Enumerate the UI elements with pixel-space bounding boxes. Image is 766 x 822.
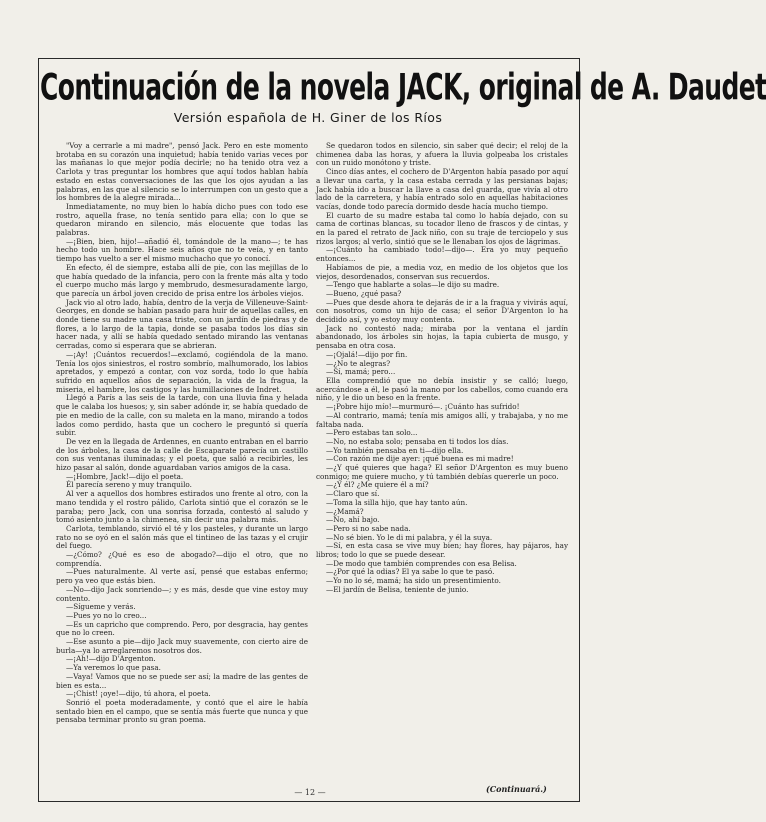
left-column-paragraph: —Ese asunto a pie—dijo Jack muy suavemente, con cierto aire de burla—ya lo arreglaremos nosotros dos. (56, 637, 308, 655)
right-column-paragraph: Cinco días antes, el cochero de D'Argenton había pasado por aquí a llevar una carta, y la casa estaba cerrada y las persianas bajas; Jack había ido a buscar la llave a casa del guarda, que vivía al otro lado de la carretera, y había entrado solo en aquellas habitaciones vacías, donde todo parecía dormido desde hacía mucho tiempo. (316, 167, 568, 211)
left-column-paragraph: —Vaya! Vamos que no se puede ser así; la madre de las gentes de bien es esta... (56, 671, 308, 690)
left-column-paragraph: —¡Ay! ¡Cuántos recuerdos!—exclamó, cogiéndola de la mano. Tenía los ojos siniestros, el rostro sombrío, malhumorado, los labios apretados, y empezó a contar, con voz sorda, todo lo que había sufrido en aquellos años de separación, la vida de la fragua, la miseria, el hambre, los castigos y las humillaciones de Indret. (56, 349, 308, 394)
left-column-paragraph: —¡Ah!—dijo D'Argenton. (66, 654, 156, 664)
right-column-paragraph: —¿Y él? ¿Me quiere él a mí? (326, 480, 429, 490)
right-column-paragraph: —Yo no lo sé, mamá; ha sido un presentimiento. (326, 576, 501, 586)
right-column-paragraph: —¡Cuánto ha cambiado todo!—dijo—. Era yo muy pequeño entonces... (316, 245, 568, 264)
right-column-paragraph: —Al contrario, mamá; tenía mis amigos allí, y trabajaba, y no me faltaba nada. (316, 410, 568, 429)
right-column-paragraph: —No sé bien. Yo le di mi palabra, y él la suya. (326, 532, 493, 542)
right-column-paragraph: Ella comprendió que no debía insistir y se calló; luego, acercándose a él, le pasó la mano por los cabellos, como cuando era niño, y le dio un beso en la frente. (316, 375, 568, 403)
right-column-paragraph: Se quedaron todos en silencio, sin saber qué decir; el reloj de la chimenea daba las horas, y afuera la lluvia golpeaba los cristales con un ruido monótono y triste. (316, 141, 568, 168)
right-column-paragraph: —¡Pobre hijo mío!—murmuró—. ¡Cuánto has sufrido! (326, 402, 520, 412)
right-column-paragraph: Habíamos de pie, a media voz, en medio de los objetos que los viejos, desordenados, conservan sus recuerdos. (316, 262, 568, 281)
right-column-paragraph: —Claro que sí. (326, 489, 380, 499)
right-column-paragraph: —¡Ojalá!—dijo por fin. (326, 349, 408, 359)
left-column-paragraph: "Voy a cerrarle a mi madre", pensó Jack. Pero en este momento brotaba en su corazón una inquietud; había tenido varias veces por las mañanas lo que mejor podía decirle; no ha tenido otra vez a Carlota y tras preguntar los hombres que aquí todos hablan había estado en estas conversaciones de las que los ojos ayudan a las palabras, en las que al silencio se lo interrumpen con un gesto que a los hombres de la alegre mirada... (56, 141, 308, 203)
right-column-paragraph: —Con razón me dije ayer: ¡qué buena es mi madre! (326, 454, 514, 464)
left-column-paragraph: Inmediatamente, no muy bien lo había dicho pues con todo ese rostro, aquella frase, no tenía sentido para ella; con lo que se quedaron mirando en silencio, más elocuente que todas las palabras. (56, 201, 308, 238)
right-column-paragraph: —El jardín de Belisa, teniente de junio. (326, 584, 469, 594)
left-column-paragraph: —¡Bien, bien, hijo!—añadió él, tomándole de la mano—; te has hecho todo un hombre. Hace seis años que no te veía, y en tanto tiempo has vuelto a ser el mismo muchacho que yo conocí. (56, 236, 308, 264)
left-column-paragraph: —¿Cómo? ¿Qué es eso de abogado?—dijo el otro, que no comprendía. (56, 550, 308, 568)
left-column-paragraph: —¡Chist! ¡oye!—dijo, tú ahora, el poeta. (66, 689, 211, 699)
watermark-mark: · (81, 139, 111, 171)
right-column-paragraph: —Bueno, ¿qué pasa? (326, 288, 402, 298)
left-column-paragraph: —No—dijo Jack sonriendo—; y es más, desde que vine estoy muy contento. (56, 584, 308, 603)
left-column-paragraph: —Ya veremos lo que pasa. (66, 663, 161, 673)
left-column-paragraph: En efecto, él de siempre, estaba allí de pie, con las mejillas de lo que había quedado de la infancia, pero con la frente más alta y todo el cuerpo mucho más largo y membrudo, desmesuradamente largo, que parecía un árbol joven crecido de prisa entre los árboles viejos. (56, 262, 308, 298)
left-column-paragraph: Jack vio al otro lado, había, dentro de la verja de Villeneuve-Saint-Georges, en donde se habían pasado para huir de aquellas calles, en donde tiene su madre una casa triste, con un jardín de piedras y de flores, a lo largo de la tapia, donde se pasaba todos los días sin hacer nada, y allí se había quedado sentado mirando las ventanas cerradas, como si esperara que se abrieran. (56, 297, 308, 351)
right-column-paragraph: El cuarto de su madre estaba tal como lo había dejado, con su cama de cortinas blancas, su tocador lleno de frascos y de cintas, y en la pared el retrato de Jack niño, con su traje de terciopelo y sus rizos largos; al verlo, sintió que se le llenaban los ojos de lágrimas. (316, 210, 568, 246)
right-column-paragraph: —Toma la silla hijo, que hay tanto aún. (326, 497, 468, 507)
left-column-paragraph: —Pues naturalmente. Al verte así, pensé que estabas enfermo; pero ya veo que estás bien. (56, 567, 308, 586)
left-text-column (56, 139, 308, 784)
left-column-paragraph: Carlota, temblando, sirvió el té y los pasteles, y durante un largo rato no se oyó en el salón más que el tintineo de las tazas y el crujir del fuego. (56, 523, 308, 551)
page-number: — 12 — (294, 788, 326, 797)
right-column-paragraph: —Pero estabas tan solo... (326, 428, 418, 438)
right-column-paragraph: —¿Y qué quieres que haga? El señor D'Argenton es muy bueno conmigo; me quiere mucho, y tú también debías quererle un poco. (316, 463, 568, 481)
right-text-column (316, 142, 568, 784)
right-column-paragraph: —¿No te alegras? (326, 358, 391, 368)
right-column-paragraph: —Pero si no sabe nada. (326, 523, 411, 533)
right-column-paragraph: —Sí, mamá; pero... (326, 367, 396, 377)
right-column-paragraph: —No, ahí bajo. (326, 515, 380, 525)
continuation-note: (Continuará.) (486, 784, 547, 794)
left-column-paragraph: Llegó a París a las seis de la tarde, con una lluvia fina y helada que le calaba los huesos; y, sin saber adónde ir, se había quedado de pie en medio de la calle, con su maleta en la mano, mirando a todos lados como perdido, hasta que un cochero le preguntó si quería subir. (56, 393, 308, 438)
left-column-paragraph: —¡Hombre, Jack!—dijo el poeta. (66, 471, 184, 481)
left-column-paragraph: Al ver a aquellos dos hombres estirados uno frente al otro, con la mano tendida y el rostro pálido, Carlota sintió que el corazón se le paraba; pero Jack, con una sonrisa forzada, contestó al saludo y tomó asiento junto a la chimenea, sin decir una palabra más. (56, 489, 308, 525)
right-column-paragraph: Jack no contestó nada; miraba por la ventana el jardín abandonado, los árboles sin hojas, la tapia cubierta de musgo, y pensaba en otra cosa. (316, 323, 568, 351)
right-column-paragraph: —Yo también pensaba en ti—dijo ella. (326, 445, 464, 455)
article-headline: Continuación de la novela JACK, original de A. Daudet (40, 66, 766, 109)
left-column-paragraph: —Sígueme y verás. (66, 602, 136, 612)
right-column-paragraph: —Tengo que hablarte a solas—le dijo su madre. (326, 280, 500, 290)
right-column-paragraph: —Pues que desde ahora te dejarás de ir a la fragua y vivirás aquí, con nosotros, como un hijo de casa; el señor D'Argenton lo ha decidido así, y yo estoy muy contenta. (316, 297, 568, 325)
right-column-paragraph: —De modo que también comprendes con esa Belisa. (326, 558, 517, 568)
right-column-paragraph: —¿Por qué la odias? El ya sabe lo que te pasó. (326, 567, 495, 577)
left-column-paragraph: Sonrió el poeta moderadamente, y contó que el aire le había sentado bien en el campo, que se sentía más fuerte que nunca y que pensaba terminar pronto su gran poema. (56, 698, 308, 725)
left-column-paragraph: Él parecía sereno y muy tranquilo. (66, 480, 192, 490)
right-column-paragraph: —¿Mamá? (326, 506, 364, 516)
left-column-paragraph: —Pues yo no lo creo... (66, 610, 147, 620)
left-column-paragraph: De vez en la llegada de Ardennes, en cuanto entraban en el barrio de los árboles, la casa de la calle de Escaparate parecía un castillo con sus ventanas iluminadas; y el poeta, que salió a recibirles, les hizo pasar al salón, donde aguardaban varios amigos de la casa. (56, 436, 308, 473)
article-subtitle: Versión española de H. Giner de los Ríos (173, 110, 443, 125)
right-column-paragraph: —Sí, en esta casa se vive muy bien; hay flores, hay pájaros, hay libros; todo lo que se puede desear. (316, 541, 568, 560)
right-column-paragraph: —No, no estaba solo; pensaba en ti todos los días. (326, 436, 509, 446)
left-column-paragraph: —Es un capricho que comprendo. Pero, por desgracia, hay gentes que no lo creen. (56, 619, 308, 638)
